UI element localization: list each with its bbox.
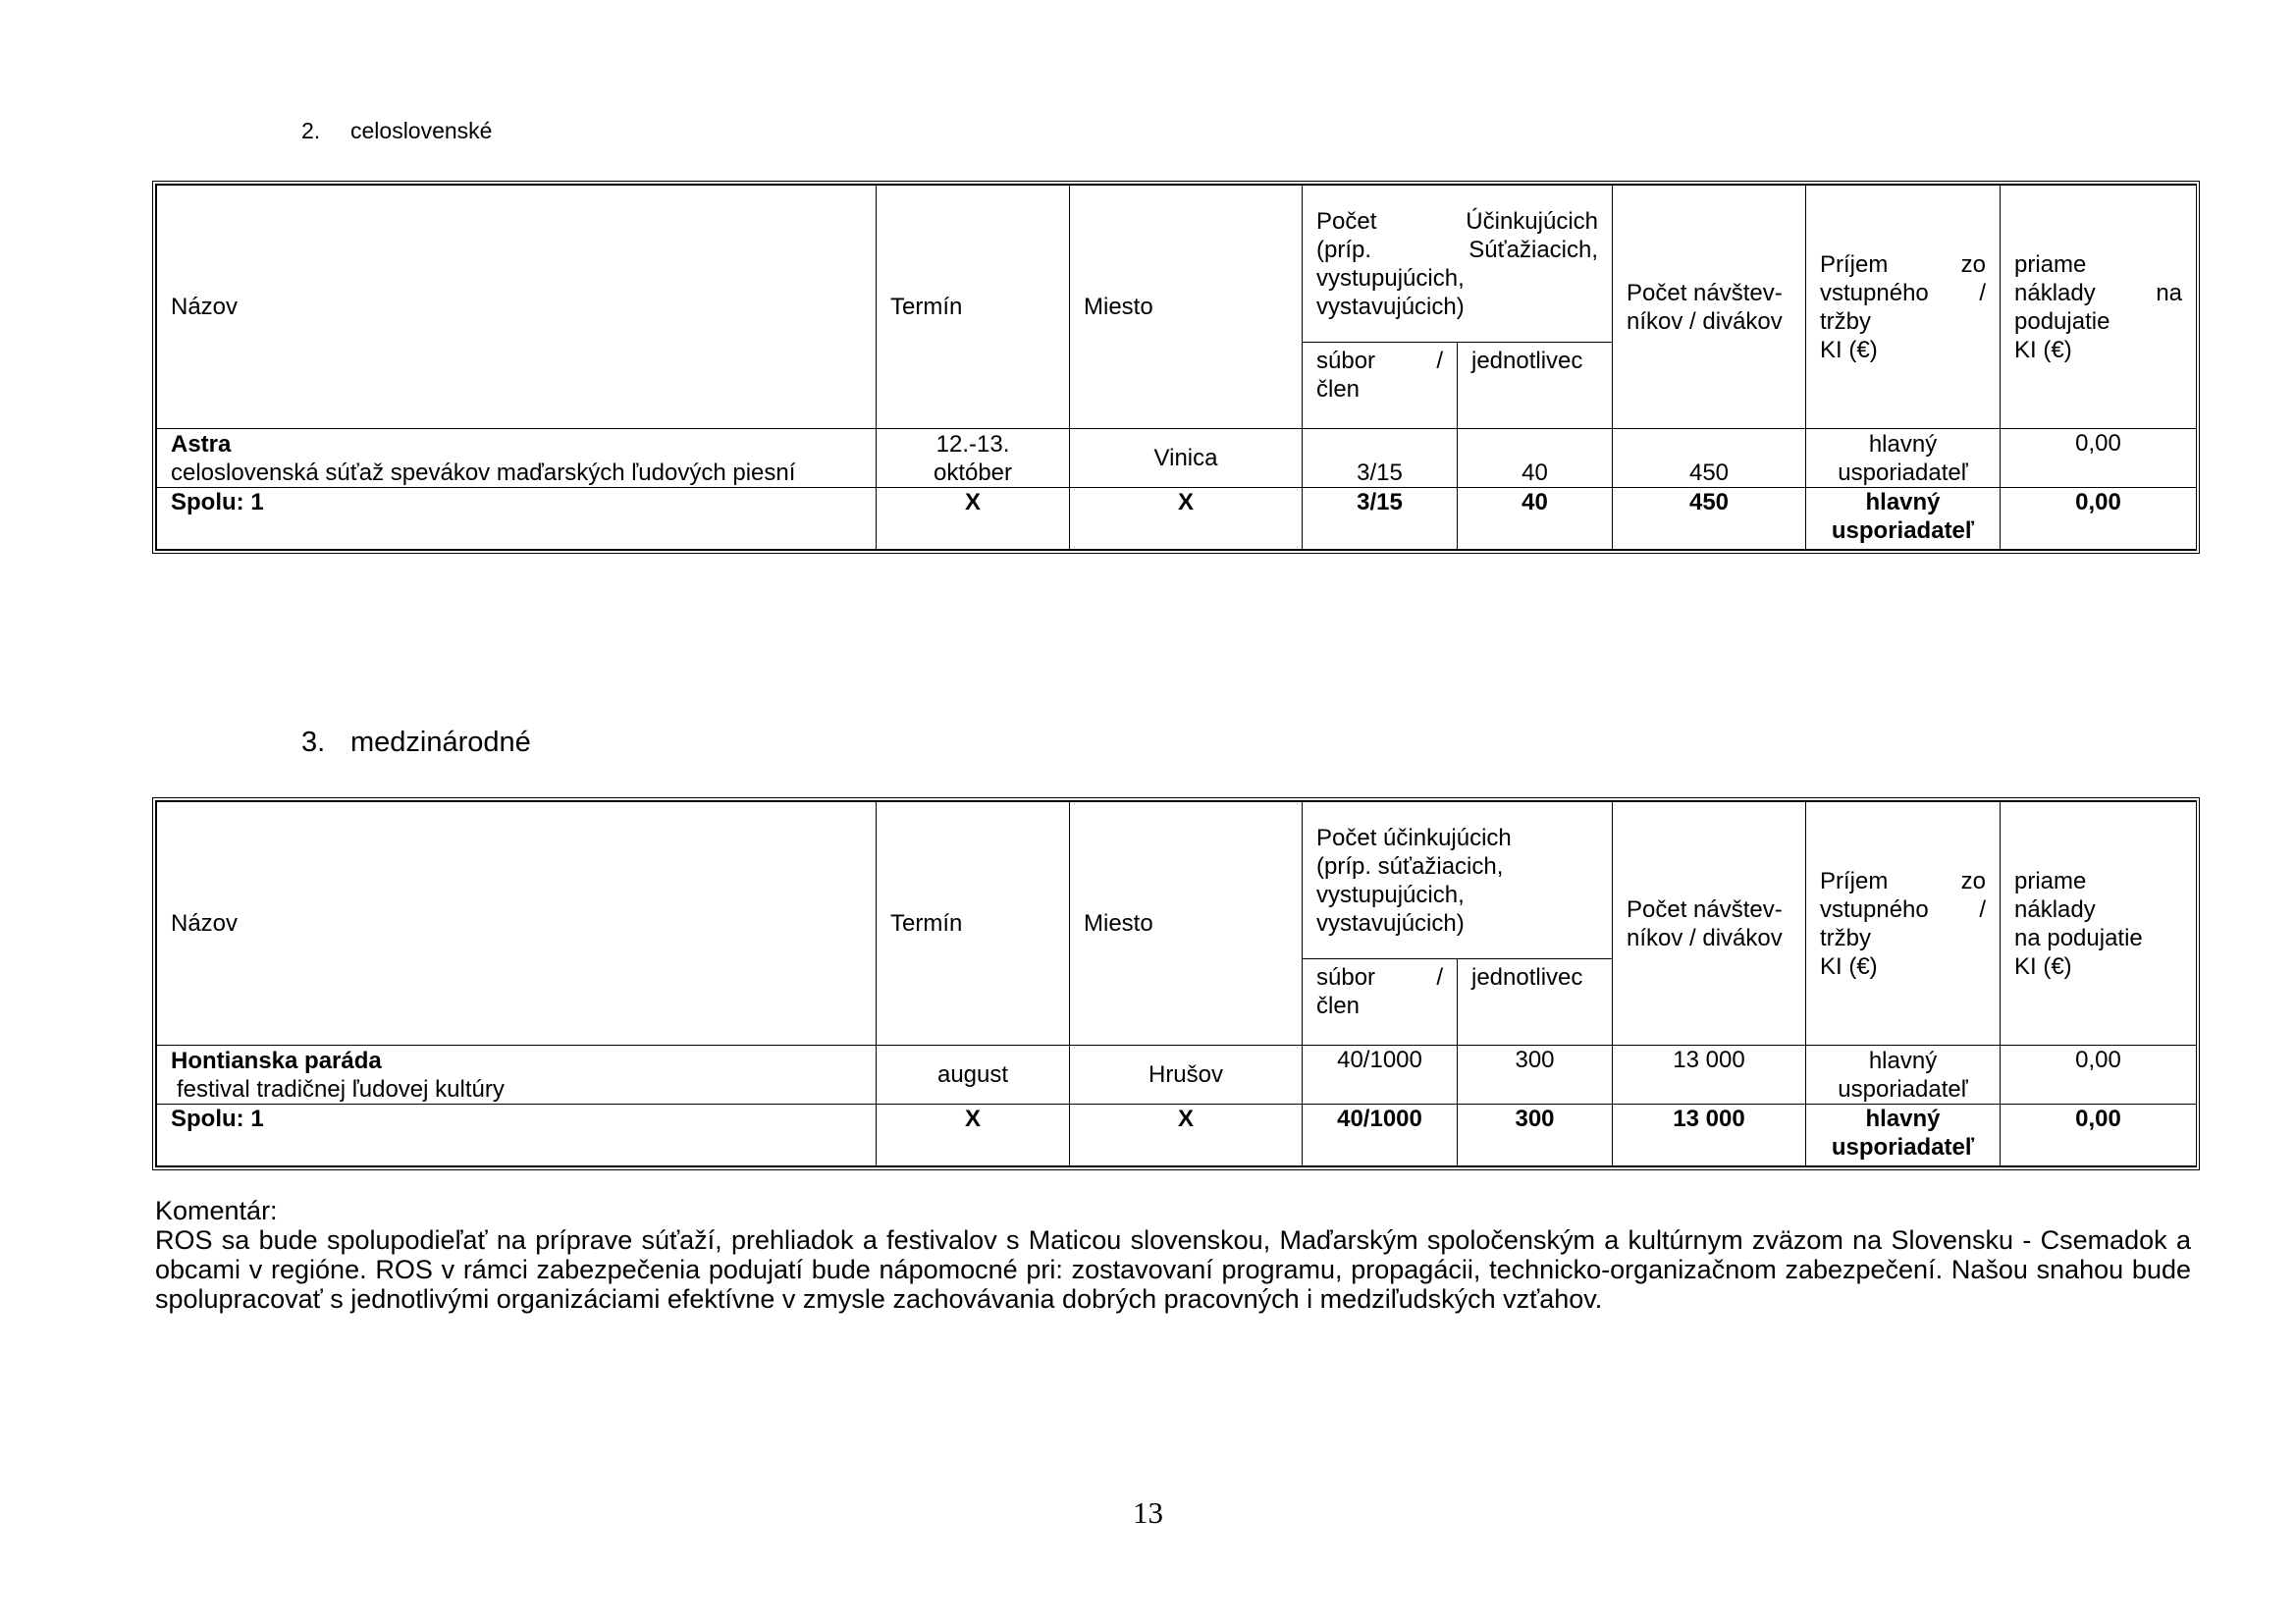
header-line: Počet návštev- <box>1627 279 1783 306</box>
header-line: níkov / divákov <box>1627 924 1783 951</box>
header-prijem <box>1806 186 2001 429</box>
prijem-line: usporiadateľ <box>1838 459 1968 486</box>
header-line: náklady na <box>2014 279 2183 306</box>
header-pocet-ucinkujucich <box>1303 802 1613 959</box>
header-miesto: Miesto <box>1070 802 1303 1046</box>
prijem-line: hlavný <box>1865 489 1941 515</box>
header-line: tržby <box>1820 307 1872 335</box>
header-line: vstupného / <box>1820 895 1986 923</box>
cell-jednotlivec: 300 <box>1458 1046 1613 1105</box>
header-line: vystavujúcich) <box>1316 909 1465 937</box>
header-line: tržby <box>1820 924 1872 951</box>
header-line: priame <box>2014 867 2087 894</box>
header-line: Počet Účinkujúcich <box>1316 207 1599 235</box>
header-line: Príjem zo <box>1820 250 1987 278</box>
events-table-medzinarodne <box>152 797 2200 1170</box>
header-line: podujatie <box>2014 307 2110 335</box>
header-nazov: Názov <box>157 186 877 429</box>
prijem-line: usporiadateľ <box>1831 1134 1975 1161</box>
header-line: KI (€) <box>1820 336 1878 363</box>
section-title: medzinárodné <box>350 727 531 758</box>
cell-nazov <box>157 429 877 488</box>
header-nazov: Názov <box>157 802 877 1046</box>
header-priame-naklady <box>2001 186 2197 429</box>
prijem-line: hlavný <box>1868 1047 1938 1074</box>
table-row <box>157 1046 2197 1105</box>
comment-block <box>155 1196 2191 1314</box>
prijem-line: hlavný <box>1865 1106 1941 1132</box>
header-line: KI (€) <box>1820 952 1878 980</box>
header-line: Príjem zo <box>1820 867 1986 894</box>
events-table-celoslovenske <box>152 181 2200 554</box>
header-line: níkov / divákov <box>1627 307 1783 335</box>
section-number: 2. <box>301 118 321 143</box>
header-line: Počet účinkujúcich <box>1316 824 1512 851</box>
header-line: vystavujúcich) <box>1316 293 1465 320</box>
header-pocet-navstevnikov <box>1613 802 1806 1046</box>
total-naklady: 0,00 <box>2001 1105 2197 1166</box>
header-subor-clen <box>1303 959 1458 1046</box>
header-line: vystupujúcich, <box>1316 881 1465 908</box>
header-line: na podujatie <box>2014 924 2143 951</box>
header-line: vstupného / <box>1820 279 1987 306</box>
header-line: KI (€) <box>2014 336 2072 363</box>
header-subor-clen <box>1303 343 1458 429</box>
header-line: člen <box>1316 376 1361 403</box>
section-title: celoslovenské <box>350 118 493 143</box>
prijem-line: hlavný <box>1868 430 1938 458</box>
header-prijem <box>1806 802 2001 1046</box>
cell-prijem <box>1806 429 2001 488</box>
termin-line: 12.-13. <box>935 430 1010 458</box>
total-navstev: 13 000 <box>1613 1105 1806 1166</box>
termin-line: október <box>933 459 1013 486</box>
total-prijem <box>1806 488 2001 550</box>
header-termin: Termín <box>877 802 1070 1046</box>
cell-miesto: Hrušov <box>1070 1046 1303 1105</box>
header-jednotlivec: jednotlivec <box>1458 959 1613 1046</box>
total-termin: X <box>877 1105 1070 1166</box>
event-description: festival tradičnej ľudovej kultúry <box>177 1075 505 1103</box>
header-line: súbor / <box>1316 348 1443 374</box>
total-row <box>157 1105 2197 1166</box>
table-row <box>157 429 2197 488</box>
header-priame-naklady <box>2001 802 2197 1046</box>
section-heading-medzinarodne <box>301 727 531 759</box>
cell-subor: 3/15 <box>1303 429 1458 488</box>
header-line: náklady <box>2014 895 2096 923</box>
header-line: člen <box>1316 993 1361 1019</box>
total-naklady: 0,00 <box>2001 488 2197 550</box>
cell-subor: 40/1000 <box>1303 1046 1458 1105</box>
cell-navstev: 450 <box>1613 429 1806 488</box>
total-label: Spolu: 1 <box>157 1105 877 1166</box>
page-number: 13 <box>1133 1495 1163 1530</box>
total-prijem <box>1806 1105 2001 1166</box>
event-name: Hontianska paráda <box>171 1047 382 1074</box>
total-jednotlivec: 300 <box>1458 1105 1613 1166</box>
header-line: súbor / <box>1316 964 1443 991</box>
header-line: KI (€) <box>2014 952 2072 980</box>
header-miesto: Miesto <box>1070 186 1303 429</box>
header-termin: Termín <box>877 186 1070 429</box>
total-subor: 40/1000 <box>1303 1105 1458 1166</box>
header-line: (príp. súťažiacich, <box>1316 852 1504 880</box>
event-description: celoslovenská súťaž spevákov maďarských ľudových piesní <box>171 459 796 486</box>
cell-termin <box>877 429 1070 488</box>
total-miesto: X <box>1070 1105 1303 1166</box>
cell-miesto: Vinica <box>1070 429 1303 488</box>
prijem-line: usporiadateľ <box>1838 1075 1968 1103</box>
section-number: 3. <box>301 727 326 758</box>
total-label: Spolu: 1 <box>157 488 877 550</box>
total-miesto: X <box>1070 488 1303 550</box>
cell-naklady: 0,00 <box>2001 1046 2197 1105</box>
total-subor: 3/15 <box>1303 488 1458 550</box>
cell-jednotlivec: 40 <box>1458 429 1613 488</box>
header-line: (príp. Súťažiacich, <box>1316 236 1599 263</box>
cell-prijem <box>1806 1046 2001 1105</box>
cell-naklady: 0,00 <box>2001 429 2197 488</box>
comment-text: ROS sa bude spolupodieľať na príprave súťaží, prehliadok a festivalov s Maticou slovenskou, Maďarským spoločenským a kultúrnym zväzom na Slovensku - Csemadok a obcami v regióne. ROS v rámci zabezpečenia podujatí bude nápomocné pri: zostavovaní programu, propagácii, technicko-organizačnom zabezpečení. Našou snahou bude spolupracovať s jednotlivými organizáciami efektívne v zmysle zachovávania dobrých pracovných i medziľudských vzťahov. <box>155 1225 2191 1314</box>
header-pocet-navstevnikov <box>1613 186 1806 429</box>
total-termin: X <box>877 488 1070 550</box>
cell-termin: august <box>877 1046 1070 1105</box>
header-line: Počet návštev- <box>1627 895 1783 923</box>
event-name: Astra <box>171 430 232 458</box>
total-row <box>157 488 2197 550</box>
header-jednotlivec: jednotlivec <box>1458 343 1613 429</box>
comment-label: Komentár: <box>155 1196 278 1225</box>
header-line: vystupujúcich, <box>1316 264 1465 292</box>
cell-navstev: 13 000 <box>1613 1046 1806 1105</box>
prijem-line: usporiadateľ <box>1831 517 1975 544</box>
header-line: priame <box>2014 250 2087 278</box>
total-jednotlivec: 40 <box>1458 488 1613 550</box>
section-heading-celoslovenske <box>301 118 492 144</box>
cell-nazov <box>157 1046 877 1105</box>
header-pocet-ucinkujucich <box>1303 186 1613 343</box>
total-navstev: 450 <box>1613 488 1806 550</box>
